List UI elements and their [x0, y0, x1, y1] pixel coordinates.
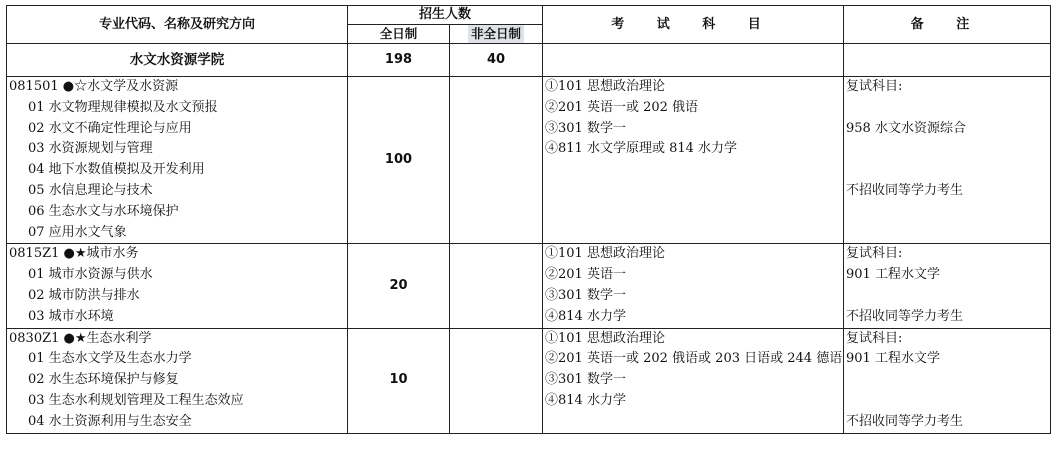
direction-item: 04 地下水数值模拟及开发利用 — [28, 162, 205, 178]
program-row — [7, 328, 1051, 433]
direction-item: 01 生态水文学及生态水力学 — [28, 351, 192, 367]
header-major: 专业代码、名称及研究方向 — [7, 6, 348, 44]
college-name: 水文水资源学院 — [7, 44, 348, 77]
exam-item: ③301 数学一 — [545, 287, 626, 303]
direction-item: 06 生态水文与水环境保护 — [28, 203, 179, 219]
header-exam-label: 考 试 科 目 — [611, 16, 775, 32]
college-fulltime: 198 — [348, 44, 450, 77]
note-item — [846, 98, 1050, 119]
exam-item: ②201 英语一 — [545, 267, 626, 283]
exam-item: ②201 英语一或 202 俄语或 203 日语或 244 德语 — [545, 351, 843, 367]
program-title: 0815Z1 ●★城市水务 — [9, 246, 139, 262]
exam-item: ④814 水力学 — [545, 308, 626, 324]
direction-item: 01 水文物理规律模拟及水文预报 — [28, 99, 218, 115]
program-title: 081501 ●☆水文学及水资源 — [9, 79, 179, 94]
direction-item: 02 水生态环境保护与修复 — [28, 372, 179, 388]
note-item — [846, 370, 1050, 391]
program-parttime — [450, 328, 543, 433]
program-parttime — [450, 244, 543, 328]
program-exams — [543, 244, 844, 328]
program-exams — [543, 328, 844, 433]
college-notes-empty — [844, 44, 1051, 77]
program-notes — [844, 244, 1051, 328]
program-title: 0830Z1 ●★生态水利学 — [9, 330, 152, 346]
note-item: 901 工程水文学 — [846, 351, 940, 367]
exam-item: ③301 数学一 — [545, 120, 626, 136]
note-item: 958 水文水资源综合 — [846, 120, 966, 136]
header-parttime-highlight: 非全日制 — [468, 25, 524, 43]
header-enrollment: 招生人数 — [348, 6, 543, 25]
direction-item: 05 水信息理论与技术 — [28, 182, 153, 198]
note-item: 901 工程水文学 — [846, 267, 940, 283]
college-exam-empty — [543, 44, 844, 77]
note-item — [846, 286, 1050, 307]
exam-item: ①101 思想政治理论 — [545, 330, 665, 346]
exam-item: ④814 水力学 — [545, 392, 626, 408]
program-notes — [844, 328, 1051, 433]
program-major-cell — [7, 77, 348, 244]
program-major-cell — [7, 328, 348, 433]
direction-item: 03 城市水环境 — [28, 308, 114, 324]
header-fulltime: 全日制 — [348, 25, 450, 44]
direction-item: 03 生态水利规划管理及工程生态效应 — [28, 392, 244, 408]
note-item: 不招收同等学力考生 — [846, 308, 964, 324]
program-notes — [844, 77, 1051, 244]
exam-item: ④811 水文学原理或 814 水力学 — [545, 141, 738, 157]
college-parttime: 40 — [450, 44, 543, 77]
admissions-table — [6, 5, 1051, 434]
header-notes-label: 备 注 — [910, 16, 984, 32]
header-notes — [844, 6, 1051, 44]
header-parttime — [450, 25, 543, 44]
program-parttime — [450, 77, 543, 244]
note-item — [846, 160, 1050, 181]
program-fulltime: 10 — [348, 328, 450, 433]
program-fulltime: 20 — [348, 244, 450, 328]
note-item — [846, 391, 1050, 412]
note-item: 复试科目: — [846, 246, 903, 262]
exam-item: ③301 数学一 — [545, 372, 626, 388]
note-item: 复试科目: — [846, 330, 903, 346]
direction-item: 03 水资源规划与管理 — [28, 141, 153, 157]
program-fulltime: 100 — [348, 77, 450, 244]
college-row — [7, 44, 1051, 77]
note-item: 不招收同等学力考生 — [846, 182, 964, 198]
direction-item: 01 城市水资源与供水 — [28, 267, 153, 283]
exam-item: ①101 思想政治理论 — [545, 246, 665, 262]
direction-item: 02 城市防洪与排水 — [28, 287, 140, 303]
direction-item: 04 水土资源利用与生态安全 — [28, 413, 192, 429]
note-item: 复试科目: — [846, 79, 903, 94]
note-item: 不招收同等学力考生 — [846, 413, 964, 429]
program-row — [7, 77, 1051, 244]
direction-item: 02 水文不确定性理论与应用 — [28, 120, 192, 136]
exam-item: ①101 思想政治理论 — [545, 79, 665, 94]
header-row-1 — [7, 6, 1051, 25]
note-item — [846, 139, 1050, 160]
exam-item: ②201 英语一或 202 俄语 — [545, 99, 699, 115]
program-major-cell — [7, 244, 348, 328]
program-row — [7, 244, 1051, 328]
direction-item: 07 应用水文气象 — [28, 224, 127, 240]
header-exam-subjects — [543, 6, 844, 44]
program-exams — [543, 77, 844, 244]
